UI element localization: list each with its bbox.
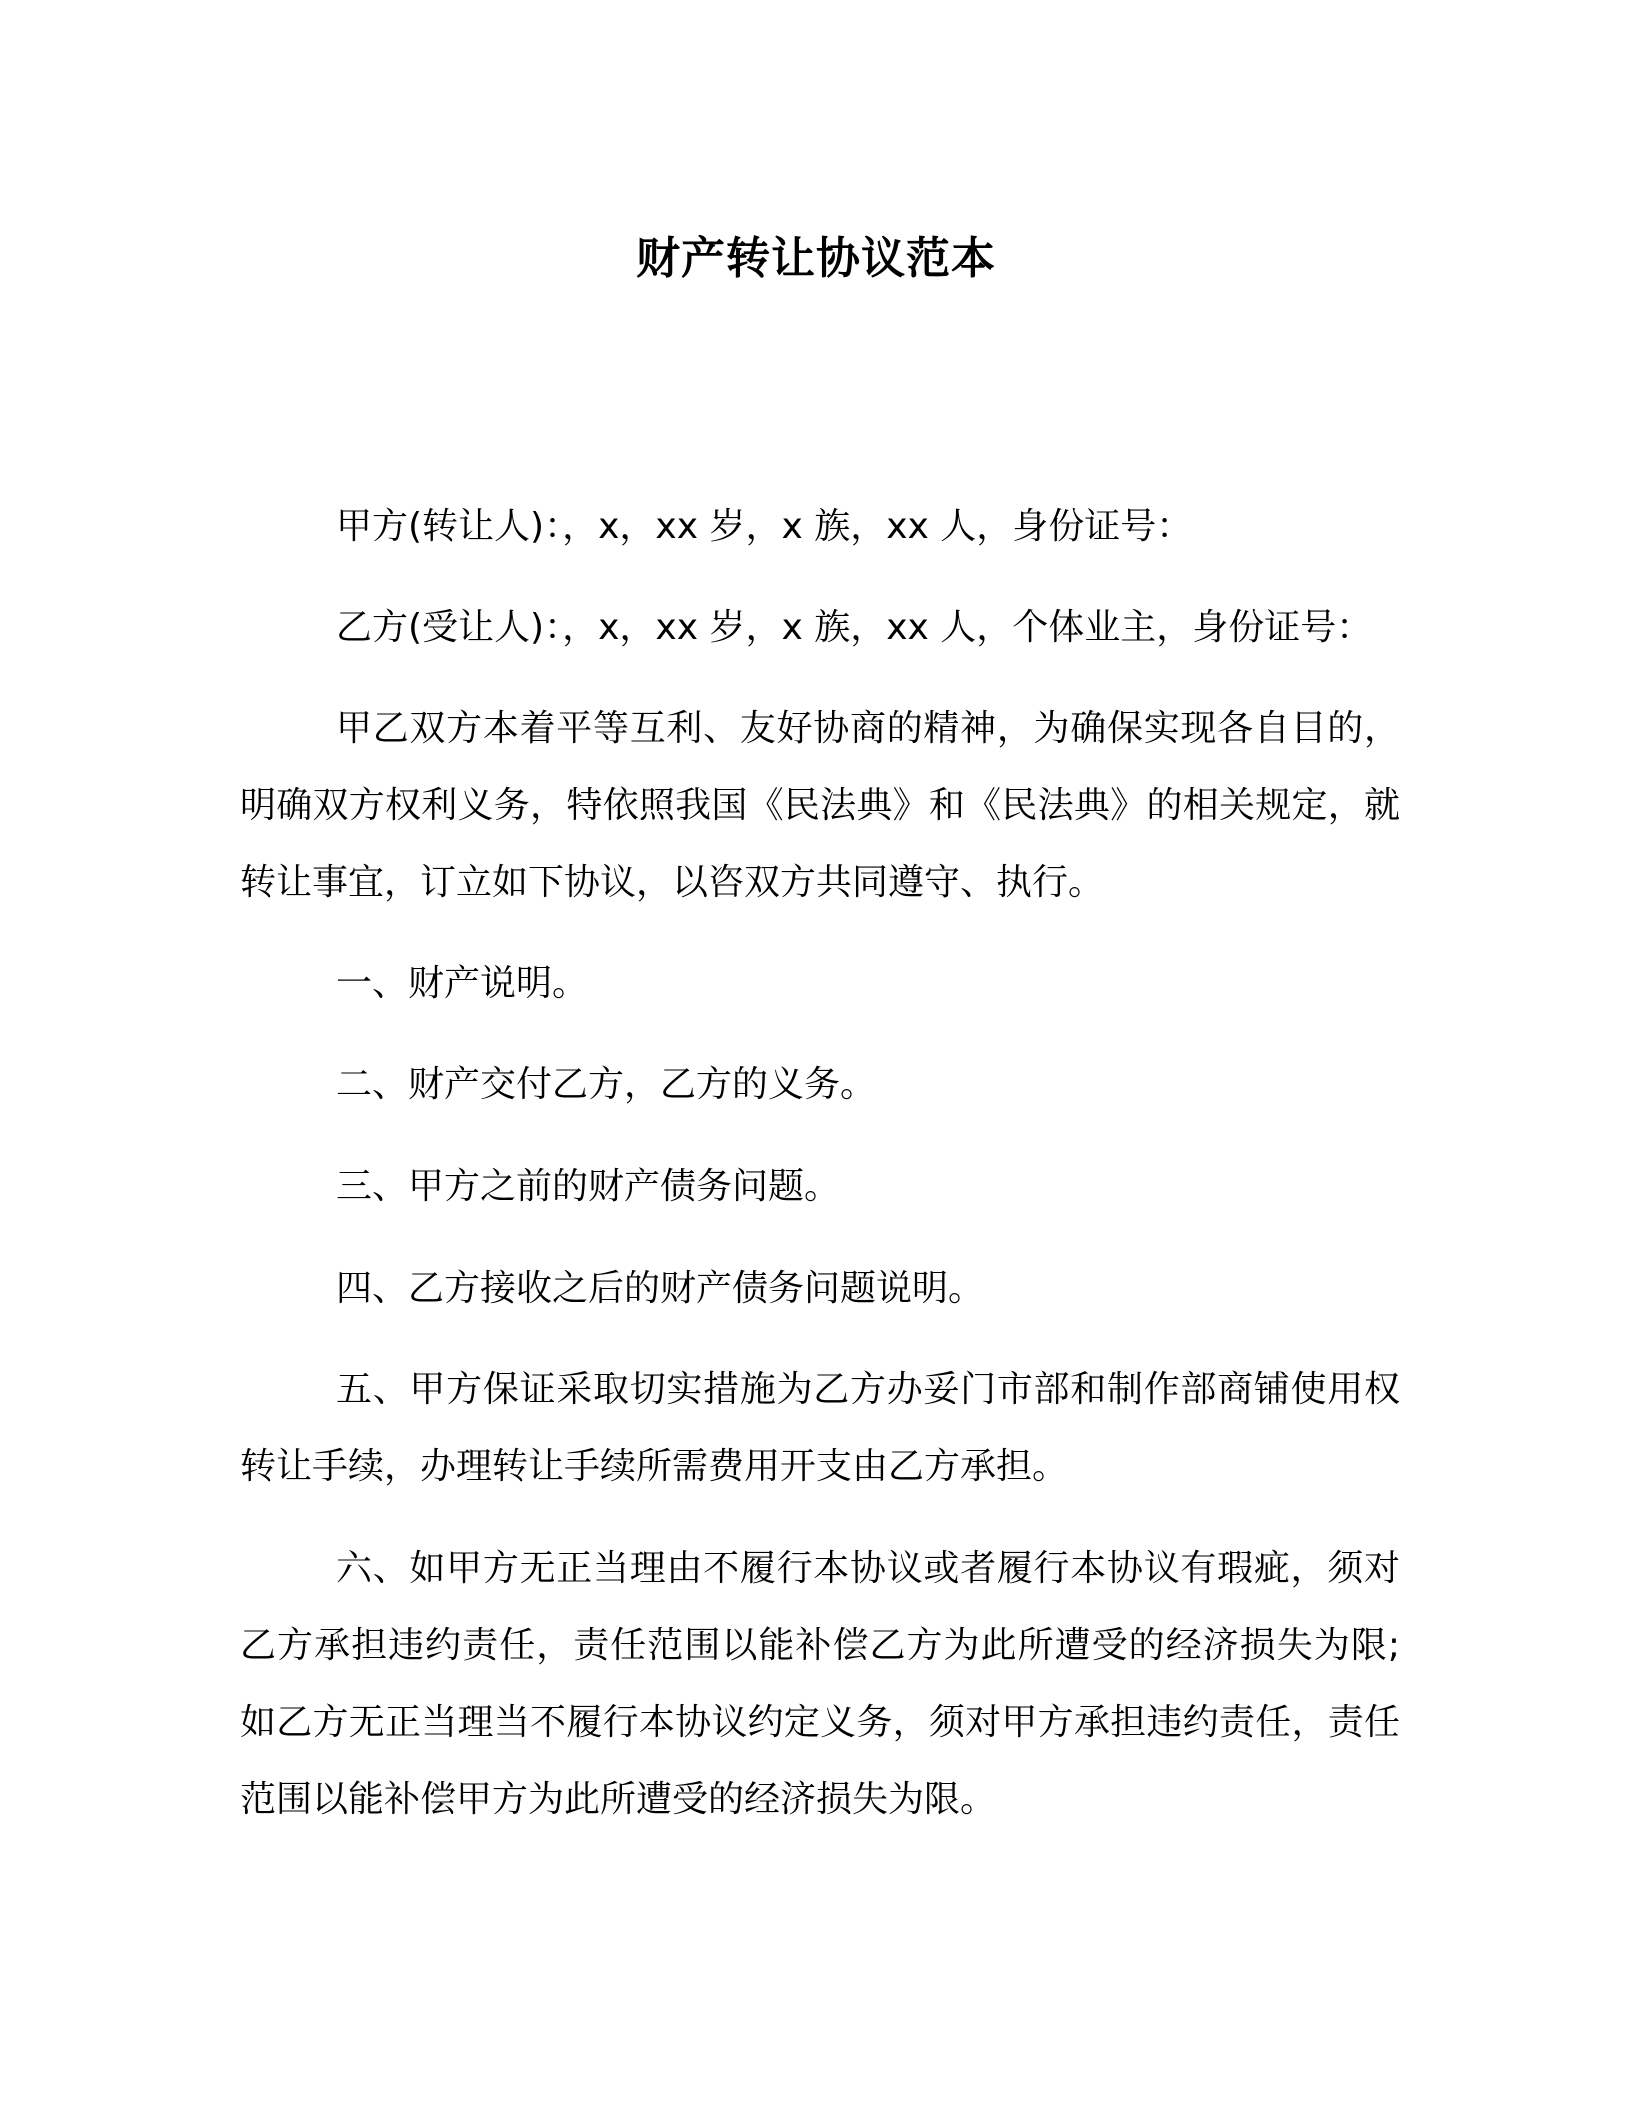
clause-1: 一、财产说明。: [336, 963, 589, 1004]
clause-6: 六、如甲方无正当理由不履行本协议或者履行本协议有瑕疵，须对乙方承担违约责任，责任范围以能补偿乙方为此所遭受的经济损失为限;如乙方无正当理当不履行本协议约定义务，须对甲方承担违约责任，责任范围以能补偿甲方为此所遭受的经济损失为限。: [240, 1548, 1400, 1820]
preamble-paragraph: 甲乙双方本着平等互利、友好协商的精神，为确保实现各自目的，明确双方权利义务，特依照我国《民法典》和《民法典》的相关规定，就转让事宜，订立如下协议，以咨双方共同遵守、执行。: [240, 708, 1400, 903]
party-a-info: 甲方(转让人)：，x，xx 岁，x 族，xx 人，身份证号：: [336, 506, 1193, 547]
clause-2: 二、财产交付乙方，乙方的义务。: [336, 1064, 877, 1105]
clause-4: 四、乙方接收之后的财产债务问题说明。: [336, 1268, 985, 1309]
clause-3: 三、甲方之前的财产债务问题。: [336, 1166, 841, 1207]
clause-5: 五、甲方保证采取切实措施为乙方办妥门市部和制作部商铺使用权转让手续，办理转让手续所需费用开支由乙方承担。: [240, 1369, 1400, 1487]
party-b-info: 乙方(受让人)：，x，xx 岁，x 族，xx 人，个体业主，身份证号：: [336, 607, 1373, 648]
document-title: 财产转让协议范本: [636, 233, 996, 284]
